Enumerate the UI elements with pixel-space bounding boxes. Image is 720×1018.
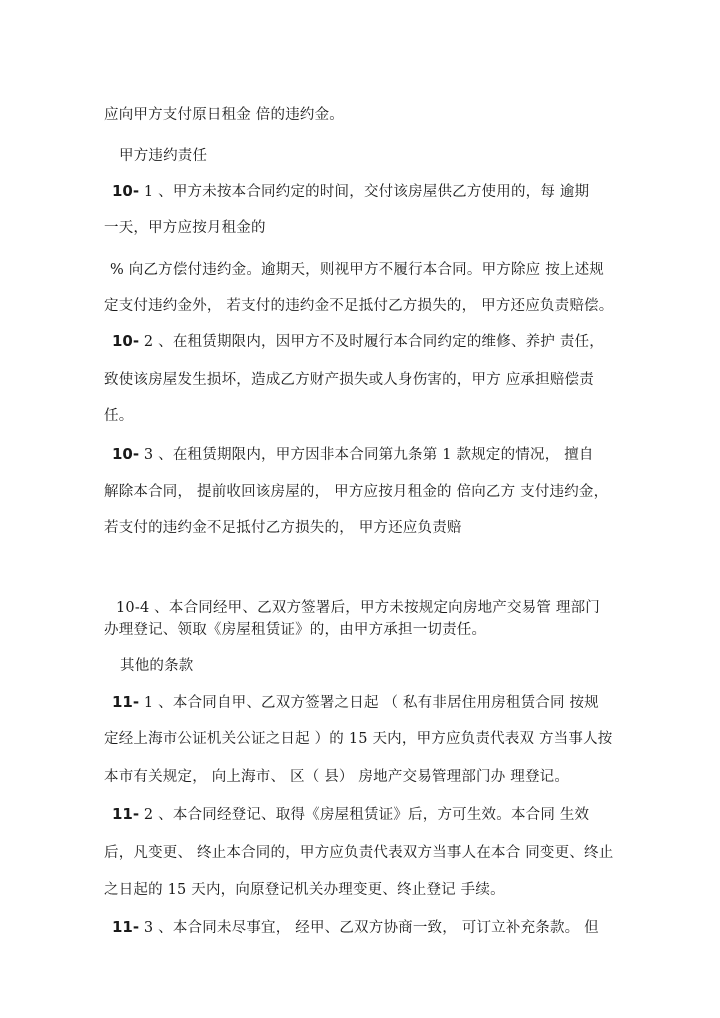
text-line (112, 804, 589, 825)
text-line (104, 879, 505, 900)
line-text: 10-4 、本合同经甲、乙双方签署后，甲方未按规定向房地产交易管 理部门 (116, 600, 600, 616)
text-line (104, 104, 344, 125)
text-line (104, 481, 608, 502)
text-line (112, 692, 599, 713)
line-text: 后，凡变更、 终止本合同的，甲方应负责代表双方当事人在本合 同变更、终止 (104, 845, 614, 861)
text-line (112, 444, 594, 465)
text-line (110, 259, 604, 280)
line-text: 若支付的违约金不足抵付乙方损失的， 甲方还应负责赔 (104, 520, 462, 536)
clause-number: 10- (112, 182, 140, 200)
line-text: 定经上海市公证机关公证之日起 ）的 15 天内，甲方应负责代表双 方当事人按 (104, 731, 613, 747)
line-text: 致使该房屋发生损坏，造成乙方财产损失或人身伤害的，甲方 应承担赔偿责 (104, 372, 594, 388)
text-line (104, 728, 612, 749)
line-text: 解除本合同， 提前收回该房屋的， 甲方应按月租金的 倍向乙方 支付违约金， (104, 484, 609, 500)
line-text: 本市有关规定， 向上海市、 区（ 县） 房地产交易管理部门办 理登记。 (104, 769, 570, 785)
text-line (104, 295, 613, 316)
text-line (112, 917, 599, 938)
clause-number: 11- (112, 693, 140, 711)
line-text: 应向甲方支付原日租金 倍的违约金。 (104, 107, 345, 123)
text-line (104, 766, 569, 787)
text-line (104, 217, 266, 238)
text-line (104, 842, 613, 863)
section-heading (120, 655, 194, 676)
clause-number: 10- (112, 332, 140, 350)
line-text: 定支付违约金外， 若支付的违约金不足抵付乙方损失的， 甲方还应负责赔偿。 (104, 298, 614, 314)
line-text: 3 、在租赁期限内，甲方因非本合同第九条第 1 款规定的情况， 擅自 (139, 447, 594, 463)
line-text: 一天，甲方应按月租金的 (104, 220, 266, 236)
line-text: 3 、本合同未尽事宜， 经甲、乙双方协商一致， 可订立补充条款。 但 (139, 920, 599, 936)
section-heading (119, 145, 207, 166)
text-line (104, 517, 462, 538)
line-text: 1 、甲方未按本合同约定的时间，交付该房屋供乙方使用的，每 逾期 (139, 184, 590, 200)
text-line (104, 619, 486, 640)
line-text: 甲方违约责任 (119, 148, 208, 164)
line-text: 任。 (104, 408, 134, 424)
line-text: 之日起的 15 天内，向原登记机关办理变更、终止登记 手续。 (104, 882, 505, 898)
clause-number: 11- (112, 805, 140, 823)
text-line (104, 369, 594, 390)
text-line (116, 597, 600, 618)
line-text: % 向乙方偿付违约金。逾期天，则视甲方不履行本合同。甲方除应 按上述规 (110, 262, 604, 278)
text-line (112, 331, 604, 352)
clause-number: 11- (112, 918, 140, 936)
text-line (104, 405, 133, 426)
line-text: 办理登记、领取《房屋租赁证》的，由甲方承担一切责任。 (104, 622, 487, 638)
clause-number: 10- (112, 445, 140, 463)
line-text: 其他的条款 (120, 658, 194, 674)
line-text: 2 、本合同经登记、取得《房屋租赁证》后，方可生效。本合同 生效 (139, 807, 590, 823)
line-text: 1 、本合同自甲、乙双方签署之日起 （ 私有非居住用房租赁合同 按规 (139, 695, 599, 711)
text-line (112, 181, 589, 202)
line-text: 2 、在租赁期限内，因甲方不及时履行本合同约定的维修、养护 责任， (139, 334, 604, 350)
